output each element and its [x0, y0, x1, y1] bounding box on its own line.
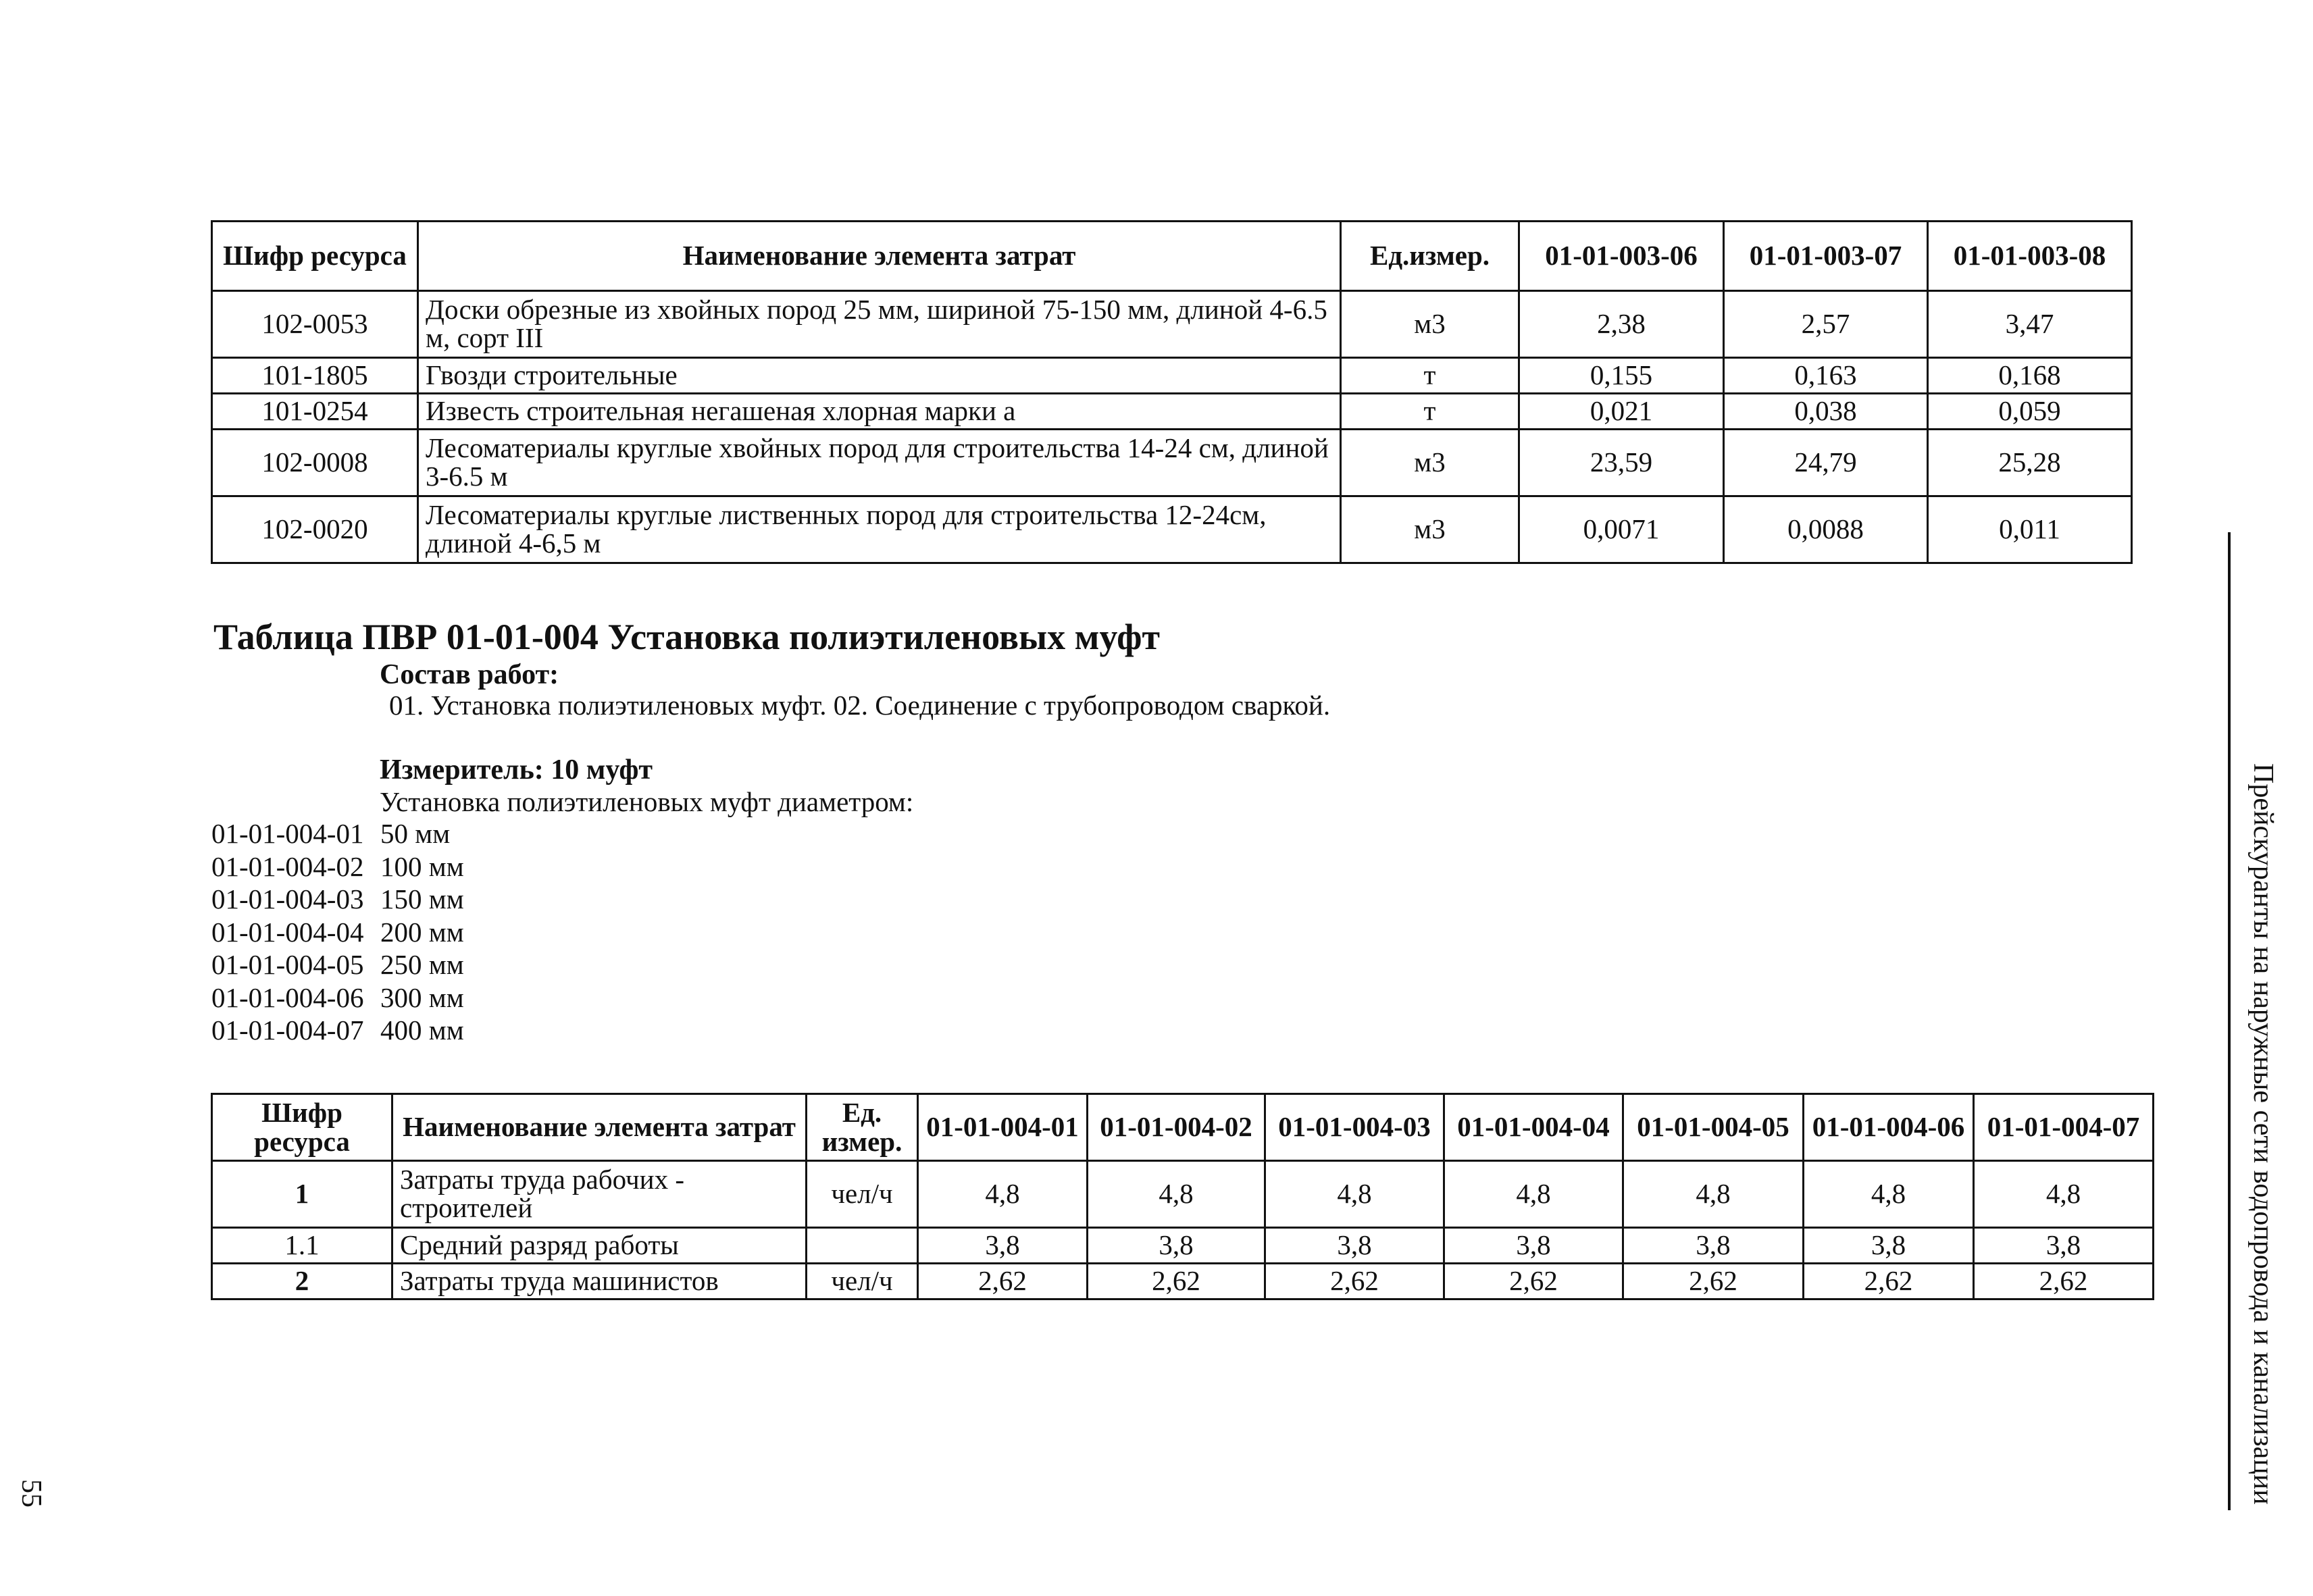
resource-value: 3,8: [1444, 1228, 1623, 1264]
side-title: Прейскуранты на наружные сети водопровода и канализации: [2247, 763, 2279, 1505]
resource-value: 2,38: [1519, 291, 1724, 358]
page-number: 55: [16, 1479, 47, 1508]
resource-name: Известь строительная негашеная хлорная марки а: [418, 394, 1341, 430]
resource-value: 0,163: [1724, 358, 1928, 394]
diameter-size: 200 мм: [380, 916, 464, 948]
resource-value: 4,8: [1974, 1161, 2154, 1228]
diameter-list: [211, 817, 464, 1047]
diameter-code: 01-01-004-06: [211, 981, 364, 1013]
work-composition-text: 01. Установка полиэтиленовых муфт. 02. Соединение с трубопроводом сваркой.: [389, 690, 1331, 721]
resource-value: 0,168: [1928, 358, 2132, 394]
list-item: [211, 916, 464, 949]
table-header-row: [212, 1094, 2154, 1161]
resource-code: 102-0008: [212, 430, 418, 496]
list-item: [211, 981, 464, 1014]
table-row: [212, 1228, 2154, 1264]
diameter-code: 01-01-004-05: [211, 949, 364, 980]
header-name: Наименование элемента затрат: [418, 222, 1341, 291]
diameter-size: 150 мм: [380, 883, 464, 915]
resource-value: 3,8: [1088, 1228, 1265, 1264]
resource-unit: т: [1341, 358, 1519, 394]
resource-value: 2,62: [918, 1264, 1088, 1299]
header-col-01: 01-01-004-01: [918, 1094, 1088, 1161]
resource-unit: чел/ч: [807, 1264, 918, 1299]
header-col-05: 01-01-004-05: [1623, 1094, 1804, 1161]
diameter-code: 01-01-004-04: [211, 916, 364, 948]
resource-code: 102-0020: [212, 496, 418, 563]
table-row: [212, 1161, 2154, 1228]
header-col-06: 01-01-003-06: [1519, 222, 1724, 291]
diameter-size: 400 мм: [380, 1014, 464, 1046]
header-code: Шифр ресурса: [212, 1094, 392, 1161]
list-item: [211, 817, 464, 850]
resource-value: 3,8: [1974, 1228, 2154, 1264]
resource-value: 2,62: [1088, 1264, 1265, 1299]
header-name: Наименование элемента затрат: [392, 1094, 807, 1161]
resource-name: Затраты труда машинистов: [392, 1264, 807, 1299]
diameter-size: 100 мм: [380, 850, 464, 882]
header-col-03: 01-01-004-03: [1265, 1094, 1444, 1161]
resource-value: 2,62: [1444, 1264, 1623, 1299]
resource-unit: м3: [1341, 430, 1519, 496]
header-col-04: 01-01-004-04: [1444, 1094, 1623, 1161]
diameter-code: 01-01-004-07: [211, 1014, 364, 1046]
diameter-code: 01-01-004-01: [211, 818, 364, 849]
work-composition-label: Состав работ:: [380, 659, 559, 690]
resource-value: 25,28: [1928, 430, 2132, 496]
resource-code: 102-0053: [212, 291, 418, 358]
resource-name: Лесоматериалы круглые хвойных пород для строительства 14-24 см, длиной 3-6.5 м: [418, 430, 1341, 496]
resource-value: 4,8: [1623, 1161, 1804, 1228]
header-col-02: 01-01-004-02: [1088, 1094, 1265, 1161]
resource-value: 0,155: [1519, 358, 1724, 394]
resource-value: 0,0088: [1724, 496, 1928, 563]
diameter-code: 01-01-004-02: [211, 850, 364, 882]
header-unit: Ед. измер.: [807, 1094, 918, 1161]
resource-value: 3,8: [1623, 1228, 1804, 1264]
resource-code: 101-1805: [212, 358, 418, 394]
resource-value: 2,57: [1724, 291, 1928, 358]
header-col-08: 01-01-003-08: [1928, 222, 2132, 291]
table-row: [212, 394, 2132, 430]
resource-unit: м3: [1341, 496, 1519, 563]
resource-value: 24,79: [1724, 430, 1928, 496]
resource-value: 2,62: [1265, 1264, 1444, 1299]
resource-value: 4,8: [1265, 1161, 1444, 1228]
resource-value: 2,62: [1974, 1264, 2154, 1299]
diameter-code: 01-01-004-03: [211, 883, 364, 915]
resource-value: 0,011: [1928, 496, 2132, 563]
list-item: [211, 883, 464, 916]
list-item: [211, 1014, 464, 1047]
labor-table-004: [211, 1093, 2154, 1300]
resource-unit: м3: [1341, 291, 1519, 358]
resource-value: 4,8: [1804, 1161, 1974, 1228]
header-col-06: 01-01-004-06: [1804, 1094, 1974, 1161]
diameter-size: 50 мм: [380, 818, 451, 849]
resource-value: 23,59: [1519, 430, 1724, 496]
resource-value: 4,8: [1088, 1161, 1265, 1228]
resource-name: Гвозди строительные: [418, 358, 1341, 394]
resource-unit: [807, 1228, 918, 1264]
resource-code: 2: [212, 1264, 392, 1299]
resource-value: 0,0071: [1519, 496, 1724, 563]
table-header-row: [212, 222, 2132, 291]
resource-value: 3,47: [1928, 291, 2132, 358]
table-row: [212, 291, 2132, 358]
header-unit: Ед.измер.: [1341, 222, 1519, 291]
resource-value: 2,62: [1804, 1264, 1974, 1299]
table-row: [212, 358, 2132, 394]
resource-value: 2,62: [1623, 1264, 1804, 1299]
resource-value: 3,8: [1804, 1228, 1974, 1264]
resource-name: Лесоматериалы круглые лиственных пород для строительства 12-24см, длиной 4-6,5 м: [418, 496, 1341, 563]
resource-name: Доски обрезные из хвойных пород 25 мм, шириной 75-150 мм, длиной 4-6.5 м, сорт III: [418, 291, 1341, 358]
resource-value: 3,8: [918, 1228, 1088, 1264]
resource-name: Затраты труда рабочих - строителей: [392, 1161, 807, 1228]
measure-label: Измеритель: 10 муфт: [380, 754, 653, 786]
resource-value: 4,8: [918, 1161, 1088, 1228]
resources-table-003: [211, 220, 2133, 564]
header-col-07: 01-01-003-07: [1724, 222, 1928, 291]
resource-value: 0,038: [1724, 394, 1928, 430]
table-row: [212, 430, 2132, 496]
list-item: [211, 850, 464, 883]
resource-unit: чел/ч: [807, 1161, 918, 1228]
resource-value: 0,021: [1519, 394, 1724, 430]
table-row: [212, 496, 2132, 563]
list-item: [211, 948, 464, 981]
resource-code: 1.1: [212, 1228, 392, 1264]
resource-value: 4,8: [1444, 1161, 1623, 1228]
resource-code: 1: [212, 1161, 392, 1228]
diameter-size: 300 мм: [380, 981, 464, 1013]
header-code: Шифр ресурса: [212, 222, 418, 291]
resource-value: 3,8: [1265, 1228, 1444, 1264]
section-heading: Таблица ПВР 01-01-004 Установка полиэтиленовых муфт: [213, 617, 1160, 657]
resource-code: 101-0254: [212, 394, 418, 430]
resource-name: Средний разряд работы: [392, 1228, 807, 1264]
table-row: [212, 1264, 2154, 1299]
measure-description: Установка полиэтиленовых муфт диаметром:: [380, 786, 914, 817]
resource-value: 0,059: [1928, 394, 2132, 430]
resource-unit: т: [1341, 394, 1519, 430]
header-col-07: 01-01-004-07: [1974, 1094, 2154, 1161]
side-divider-line: [2228, 532, 2231, 1510]
diameter-size: 250 мм: [380, 949, 464, 980]
